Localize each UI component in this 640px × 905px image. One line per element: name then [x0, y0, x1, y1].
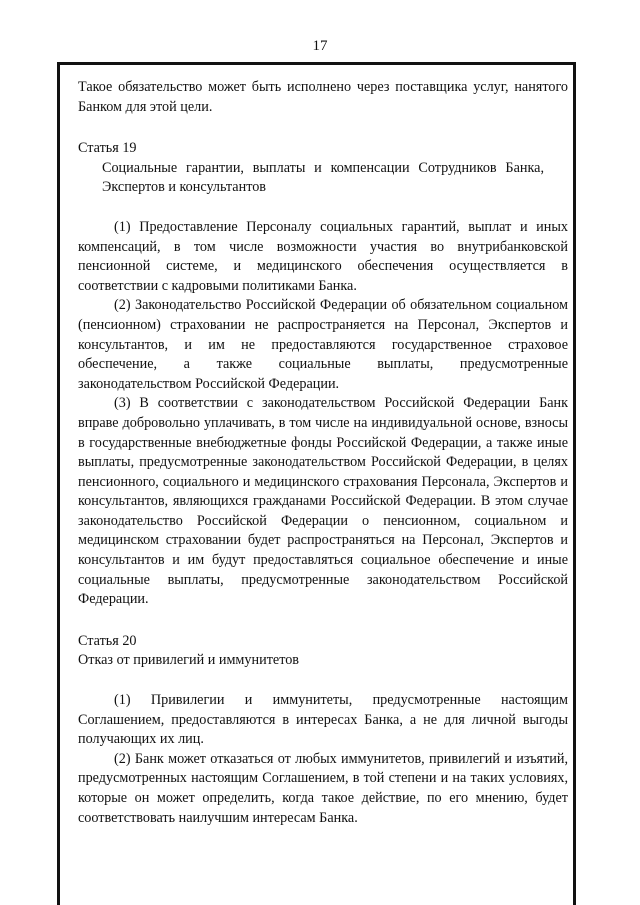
- article-20-number: Статья 20: [78, 632, 137, 649]
- article-19-number: Статья 19: [78, 140, 137, 157]
- article-19-paragraph-2: (2) Законодательство Российской Федерации об обязательном социальном (пенсионном) страховании не распространяется на Персонал, Экспертов и консультантов, и им не предоставляются государственное страховое обеспечение, а также социальные выплаты, предусмотренные законодательством Российской Федерации.: [78, 297, 568, 392]
- article-19-paragraph-3: (3) В соответствии с законодательством Российской Федерации Банк вправе добровольно уплачивать, в том числе на индивидуальной основе, взносы в государственные внебюджетные фонды Российской Федерации, а также иные выплаты, предусмотренные законодательством Российской Федерации, в целях пенсионного, социального и медицинского страхования Персонала, Экспертов и консультантов, являющихся гражданами Российской Федерации. В этом случае законодательство Российской Федерации о пенсионном, социальном и медицинском страховании будет распространяться на Персонал, Экспертов и консультантов и им будут предоставляться социальное обеспечение и иные социальные выплаты, предусмотренные законодательством Российской Федерации.: [78, 395, 568, 608]
- article-20-paragraph-2: (2) Банк может отказаться от любых иммунитетов, привилегий и изъятий, предусмотренных настоящим Соглашением, в той степени и на таких условиях, которые он может определить, когда такое действие, по его мнению, будет соответствовать наилучшим интересам Банка.: [78, 750, 568, 826]
- article-19: [78, 139, 568, 610]
- article-19-title: Социальные гарантии, выплаты и компенсации Сотрудников Банка, Экспертов и консультантов: [102, 159, 544, 196]
- article-20-title: Отказ от привилегий и иммунитетов: [78, 652, 299, 669]
- page-number: 17: [312, 38, 328, 54]
- article-20-paragraph-1: (1) Привилегии и иммунитеты, предусмотренные настоящим Соглашением, предоставляются в интересах Банка, а не для личной выгоды получающих их лиц.: [78, 692, 568, 748]
- article-19-paragraph-1: (1) Предоставление Персоналу социальных гарантий, выплат и иных компенсаций, в том числе возможности участия во внутрибанковской пенсионной системе, и медицинского обеспечения осуществляется в соответствии с кадровыми политиками Банка.: [78, 218, 568, 294]
- document-body: [78, 78, 568, 828]
- article-20: [78, 632, 568, 828]
- intro-paragraph: Такое обязательство может быть исполнено через поставщика услуг, нанятого Банком для этой цели.: [78, 79, 568, 115]
